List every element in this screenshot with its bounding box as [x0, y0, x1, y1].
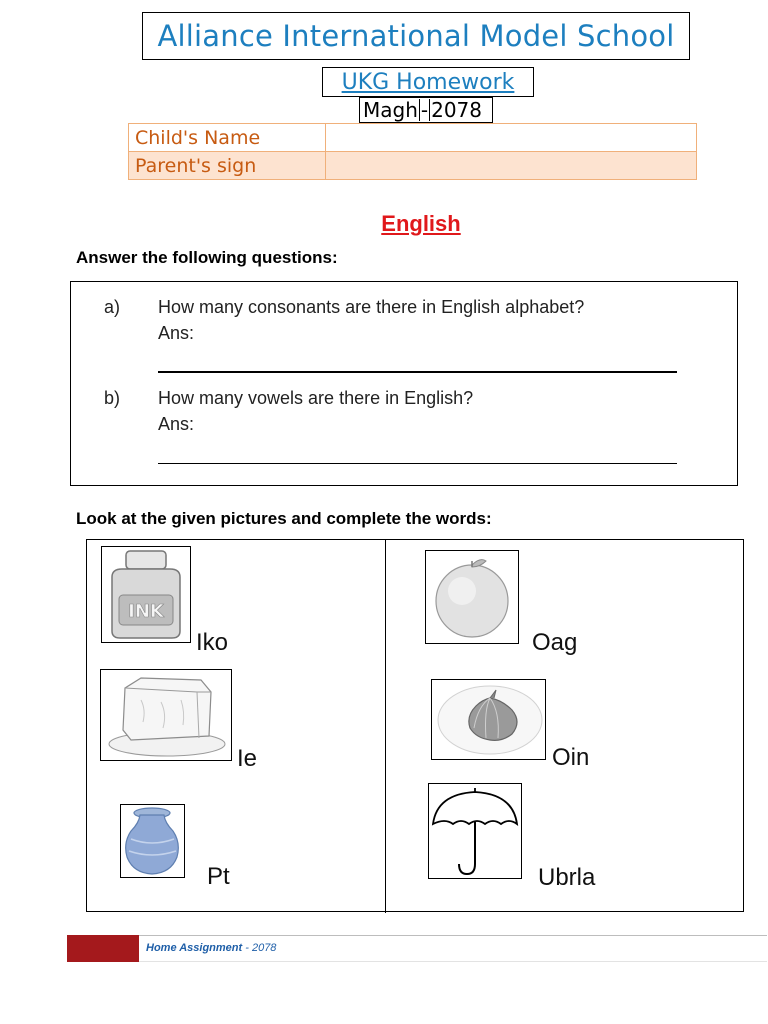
word-onion: Oin [552, 744, 590, 771]
onion-picture [431, 679, 546, 760]
pot-picture [120, 804, 185, 878]
footer-text [146, 942, 276, 954]
question-text: How many consonants are there in English alphabet? [158, 297, 585, 317]
footer-accent-block [67, 935, 139, 962]
ice-cube-icon [101, 670, 231, 760]
school-name-box [142, 12, 690, 60]
word-umbrella: Ubrla [538, 864, 596, 891]
school-name: Alliance International Model School [157, 19, 675, 53]
orange-icon [426, 551, 518, 643]
column-divider [385, 539, 386, 913]
table-row [129, 152, 697, 180]
child-name-field[interactable] [326, 124, 697, 152]
footer-year: 2078 [251, 942, 277, 954]
ink-label: INK [128, 601, 164, 622]
month-separator-line [429, 99, 430, 121]
ink-bottle-icon [102, 547, 190, 642]
ice-cube-picture [100, 669, 232, 761]
umbrella-picture [428, 783, 522, 879]
question-marker: a) [104, 297, 121, 317]
answer-label: Ans: [158, 414, 195, 434]
parent-sign-field[interactable] [326, 152, 697, 180]
pot-icon [121, 805, 184, 877]
word-pot: Pt [207, 863, 230, 890]
word-orange: Oag [532, 629, 578, 656]
answer-label: Ans: [158, 323, 195, 343]
month-box [359, 97, 493, 123]
subject-heading: English [381, 211, 461, 236]
question-marker: b) [104, 388, 121, 408]
table-row [129, 124, 697, 152]
child-name-label: Child's Name [129, 124, 326, 152]
footer-separator: - [242, 942, 252, 954]
answer-line[interactable] [158, 463, 677, 464]
student-info-table [128, 123, 697, 180]
month-dash: - [420, 98, 429, 122]
umbrella-icon [429, 784, 521, 878]
section2-instruction: Look at the given pictures and complete the words: [76, 509, 492, 528]
question-text: How many vowels are there in English? [158, 388, 474, 408]
parent-sign-label: Parent's sign [129, 152, 326, 180]
ink-bottle-picture [101, 546, 191, 643]
word-ink: Iko [196, 629, 229, 656]
homework-title: UKG Homework [341, 69, 515, 95]
orange-picture [425, 550, 519, 644]
month-separator-line [419, 99, 420, 121]
month-label: Magh [363, 98, 418, 122]
year-label: 2078 [431, 98, 483, 122]
section1-instruction: Answer the following questions: [76, 248, 338, 267]
footer-label: Home Assignment [146, 942, 243, 954]
answer-line[interactable] [158, 371, 677, 373]
word-ice: Ie [237, 745, 258, 772]
onion-icon [432, 680, 545, 759]
homework-title-box [322, 67, 534, 97]
